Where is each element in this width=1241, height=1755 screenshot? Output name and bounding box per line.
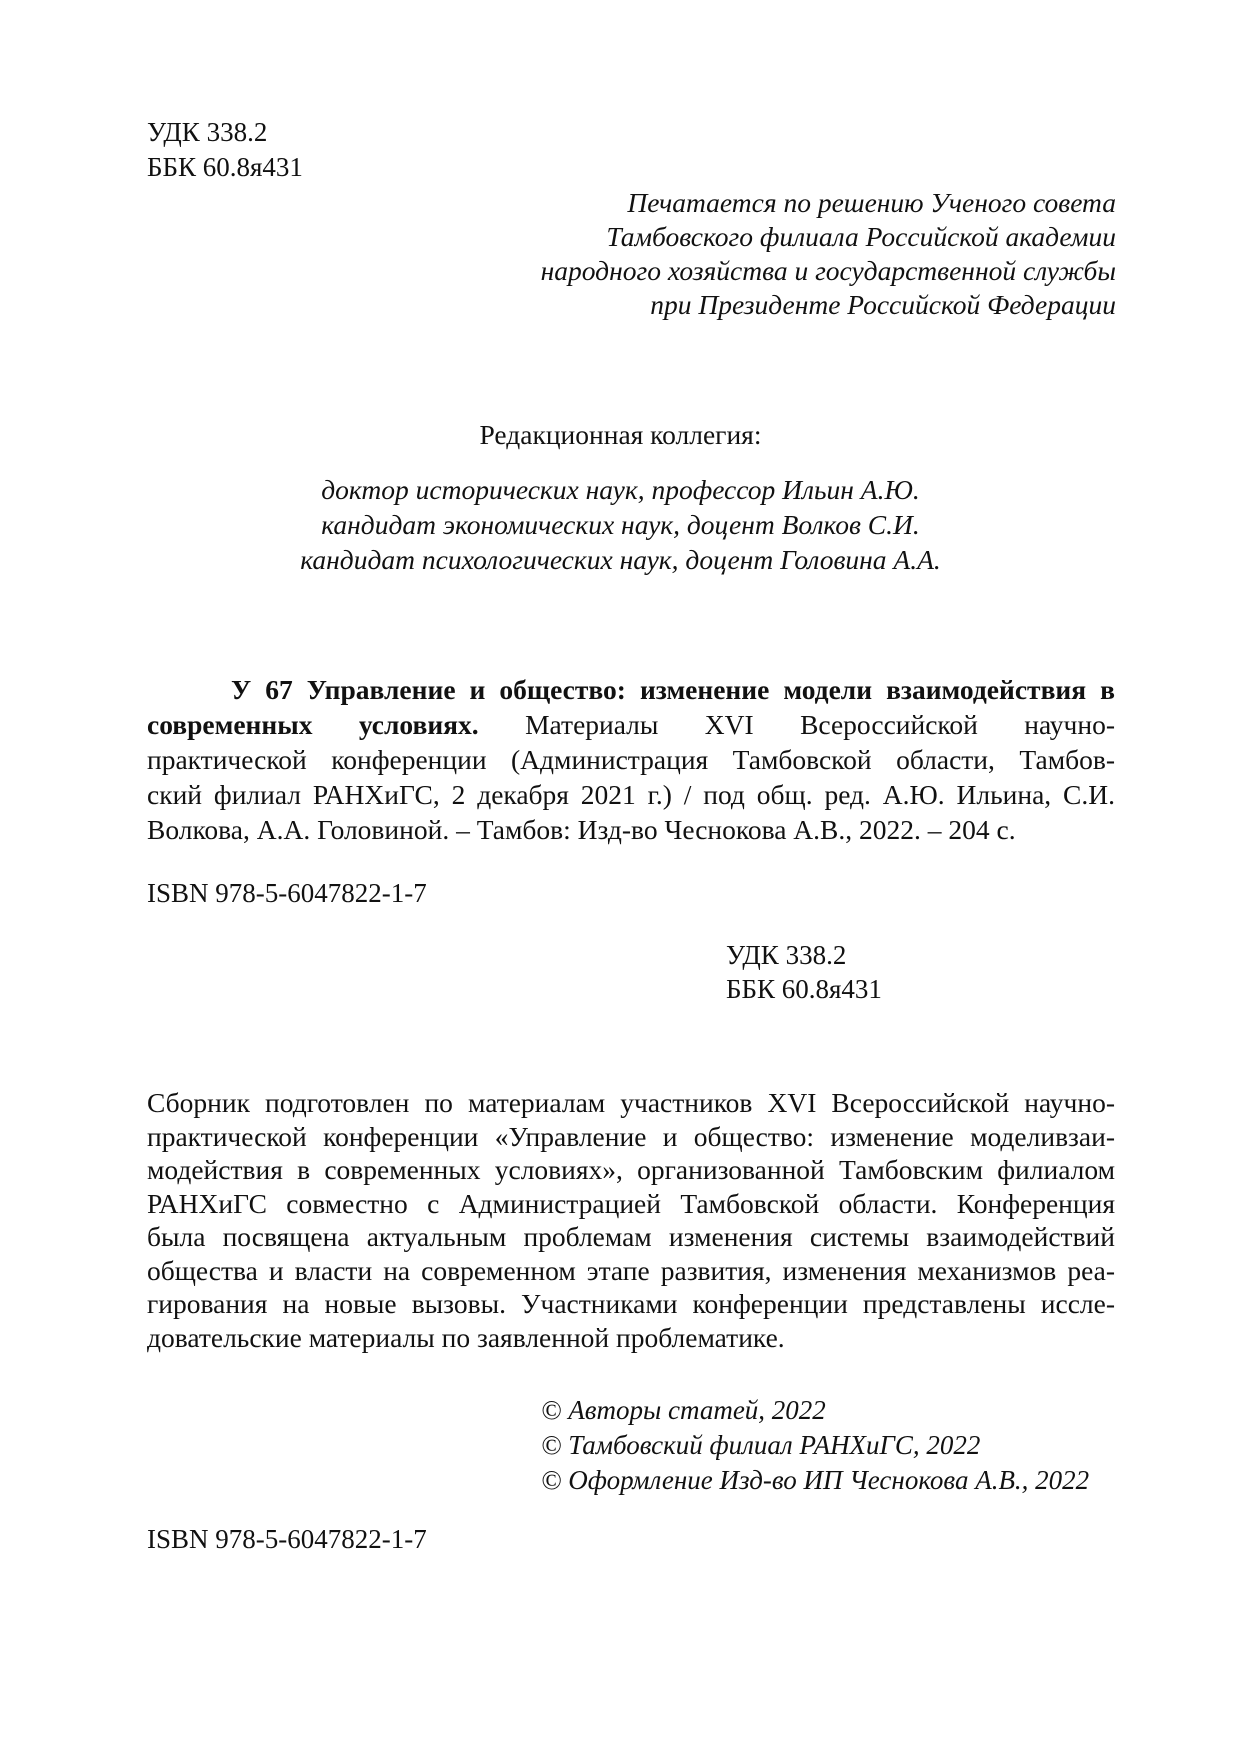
copyright-line: © Тамбовский филиал РАНХиГС, 2022 [541,1430,981,1460]
classification-codes-top [147,115,303,185]
copyright-notices [541,1393,1089,1498]
editorial-board-members [0,472,1241,577]
annotation-line: гирования на новые вызовы. Участниками конференции представлены иссле- [147,1288,1115,1319]
approval-line: при Президенте Российской Федерации [650,289,1116,320]
biblio-line: Волкова, А.А. Головиной. – Тамбов: Изд-во Чеснокова А.В., 2022. – 204 с. [147,814,1016,845]
biblio-text: Материалы XVI Всероссийской научно- [478,709,1115,740]
annotation-line: модействия в современных условиях», организованной Тамбовским филиалом [147,1154,1115,1185]
biblio-title-line [147,672,1115,707]
biblio-title-part: У 67 Управление и общество: изменение модели взаимодействия в [231,674,1115,705]
approval-line: Тамбовского филиала Российской академии [606,221,1116,252]
annotation-line: практической конференции «Управление и общество: изменение моделивзаи- [147,1120,1115,1152]
bibliographic-record [147,672,1115,847]
isbn-bottom: ISBN 978-5-6047822-1-7 [147,1524,427,1554]
approval-line: Печатается по решению Ученого совета [627,187,1116,218]
publication-approval [541,186,1116,322]
board-member: кандидат психологических наук, доцент Головина А.А. [300,544,941,575]
approval-line: народного хозяйства и государственной службы [540,255,1116,286]
annotation-line: общества и власти на современном этапе развития, изменения механизмов реа- [147,1254,1115,1286]
editorial-board-heading: Редакционная коллегия: [479,419,762,450]
biblio-title-part: современных условиях. [147,709,479,740]
biblio-line: практической конференции (Администрация Тамбовской области, Тамбов- [147,744,1115,775]
annotation-line: РАНХиГС совместно с Администрацией Тамбовской области. Конференция [147,1187,1115,1219]
board-member: кандидат экономических наук, доцент Волков С.И. [321,509,920,540]
board-member: доктор исторических наук, профессор Ильин А.Ю. [321,474,920,505]
biblio-title-line [147,707,1115,742]
annotation-line: была посвящена актуальным проблемам изменения системы взаимодействий [147,1221,1115,1252]
udk-code: УДК 338.2 [726,940,847,970]
udk-code: УДК 338.2 [147,117,268,147]
isbn-top: ISBN 978-5-6047822-1-7 [147,878,427,908]
classification-codes-middle [726,938,882,1006]
bbk-code: ББК 60.8я431 [726,974,882,1004]
bbk-code: ББК 60.8я431 [147,152,303,182]
annotation-line: довательские материалы по заявленной проблематике. [147,1321,785,1353]
annotation-paragraph [147,1086,1115,1354]
copyright-line: © Авторы статей, 2022 [541,1395,826,1425]
copyright-line: © Оформление Изд-во ИП Чеснокова А.В., 2022 [541,1465,1090,1495]
annotation-line: Сборник подготовлен по материалам участников XVI Всероссийской научно- [147,1087,1115,1118]
biblio-line: ский филиал РАНХиГС, 2 декабря 2021 г.) / под общ. ред. А.Ю. Ильина, С.И. [147,779,1115,810]
